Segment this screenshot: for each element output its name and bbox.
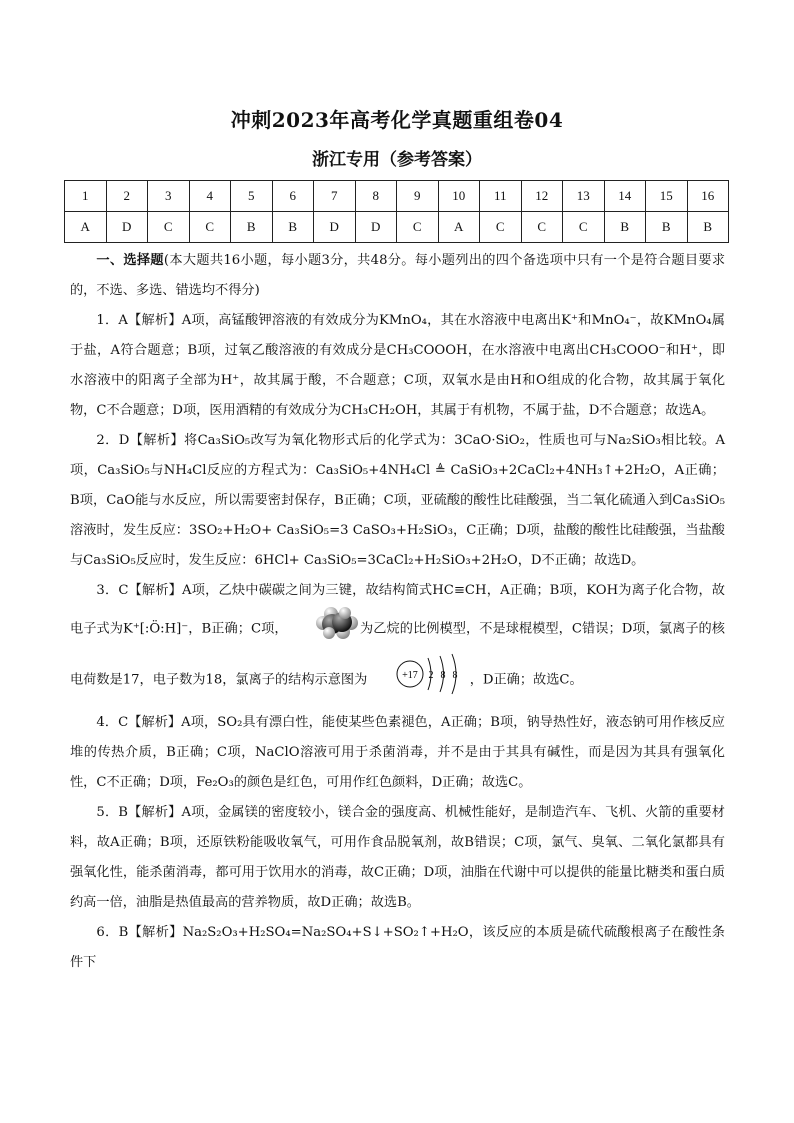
answer-cell: B [604,212,646,243]
question-number-cell: 7 [314,181,356,212]
answer-cell: B [646,212,688,243]
question-number-cell: 15 [646,181,688,212]
explanation-q2 [70,426,725,576]
answer-cell: D [106,212,148,243]
question-number-cell: 12 [521,181,563,212]
shell-electrons: 8 [452,670,458,681]
q4-lead: 4．C【解析】 [96,715,182,730]
answer-cell: A [65,212,107,243]
answer-cell: A [438,212,480,243]
answer-cell: B [687,212,729,243]
question-number-cell: 5 [231,181,273,212]
answer-cell: C [563,212,605,243]
q2-lead: 2．D【解析】 [96,433,185,448]
page-title: 冲刺2023年高考化学真题重组卷04 [230,108,564,132]
explanation-q6 [70,918,725,978]
section-heading: 一、选择题 [96,253,164,268]
explanation-q5 [70,798,725,918]
answer-table [64,180,729,243]
q1-lead: 1．A【解析】 [96,313,182,328]
question-number-cell: 14 [604,181,646,212]
q1-text: A项，高锰酸钾溶液的有效成分为KMnO₄，其在水溶液中电离出K⁺和MnO₄⁻，故KMnO₄属于盐，A符合题意；B项，过氧乙酸溶液的有效成分是CH₃COOOH，在水溶液中电离出CH₃COOO⁻和H⁺，即水溶液中的阳离子全部为H⁺，故其属于酸，不合题意；C项，双氧水是由H和O组成的化合物，故其属于氧化物，C不合题意；D项，医用酒精的有效成分为CH₃CH₂OH，其属于有机物，不属于盐，D不合题意；故选A。 [70,313,726,418]
question-number-cell: 11 [480,181,522,212]
section-intro [70,246,725,306]
explanation-q1 [70,306,725,426]
answer-table-answer-row [65,212,729,243]
question-number-cell: 16 [687,181,729,212]
q6-lead: 6．B【解析】 [96,925,183,940]
question-number-cell: 6 [272,181,314,212]
q2-text: 将Ca₃SiO₅改写为氧化物形式后的化学式为：3CaO·SiO₂，性质也可与Na₂SiO₃相比较。A项，Ca₃SiO₅与NH₄Cl反应的方程式为：Ca₃SiO₅+4NH₄Cl ≜ CaSiO₃+2CaCl₂+4NH₃↑+2H₂O，A正确；B项，CaO能与水反应，所以需要密封保存，B正确；C项，亚硫酸的酸性比硅酸强，当二氧化硫通入到Ca₃SiO₅溶液时，发生反应：3SO₂+H₂O+ Ca₃SiO₅=3 CaSO₃+H₂SiO₃，C正确；D项，盐酸的酸性比硅酸强，当盐酸与Ca₃SiO₅反应时，发生反应：6HCl+ Ca₃SiO₅=3CaCl₂+H₂SiO₃+2H₂O，D不正确；故选D。 [70,433,725,568]
chloride-ion-diagram [367,652,469,708]
answer-cell: C [148,212,190,243]
q6-text: Na₂S₂O₃+H₂SO₄=Na₂SO₄+S↓+SO₂↑+H₂O，该反应的本质是硫代硫酸根离子在酸性条件下 [70,925,725,970]
answer-cell: C [521,212,563,243]
q3-lead: 3．C【解析】 [96,583,183,598]
question-number-cell: 10 [438,181,480,212]
page-subtitle: 浙江专用（参考答案） [312,150,482,170]
shell-electrons: 8 [440,670,446,681]
answer-cell: D [314,212,356,243]
q5-text: A项，金属镁的密度较小，镁合金的强度高、机械性能好，是制造汽车、飞机、火箭的重要材料，故A正确；B项，还原铁粉能吸收氧气，可用作食品脱氧剂，故B错误；C项，氯气、臭氧、二氧化氯都具有强氧化性，能杀菌消毒，都可用于饮用水的消毒，故C正确；D项，油脂在代谢中可以提供的能量比糖类和蛋白质约高一倍，油脂是热值最高的营养物质，故D正确；故选B。 [70,805,725,910]
ethane-space-filling-model-icon [288,606,360,652]
answer-cell: D [355,212,397,243]
answer-cell: B [272,212,314,243]
q5-lead: 5．B【解析】 [96,805,182,820]
q4-text: A项，SO₂具有漂白性，能使某些色素褪色，A正确；B项，钠导热性好，液态钠可用作核反应堆的传热介质，B正确；C项，NaClO溶液可用于杀菌消毒，并不是由于其具有碱性，而是因为其具有强氧化性，C不正确；D项，Fe₂O₃的颜色是红色，可用作红色颜料，D正确；故选C。 [70,715,725,790]
nucleus-charge: +17 [401,670,418,681]
question-number-cell: 3 [148,181,190,212]
question-number-cell: 1 [65,181,107,212]
answer-cell: C [480,212,522,243]
q3-text-b: 为乙烷的比例模型，不是球棍模型，C错误；D项，氯离子的核电荷数是17，电子数为18，氯离子的结构示意图为 [70,621,725,688]
explanation-q3 [70,576,725,708]
q3-text-c: ，D正确；故选C。 [469,672,583,688]
question-number-cell: 9 [397,181,439,212]
question-number-cell: 2 [106,181,148,212]
q3-text-a: A项，乙炔中碳碳之间为三键，故结构简式HC≡CH，A正确；B项，KOH为离子化合物，故电子式为K⁺[:Ö:H]⁻，B正确；C项， [70,583,725,637]
answer-table-number-row [65,181,729,212]
answer-cell: B [231,212,273,243]
explanations [70,246,725,978]
question-number-cell: 13 [563,181,605,212]
section-intro-text: (本大题共16小题，每小题3分，共48分。每小题列出的四个备选项中只有一个是符合题目要求的，不选、多选、错选均不得分) [70,253,726,298]
answer-cell: C [189,212,231,243]
shell-electrons: 2 [428,670,434,681]
answer-cell: C [397,212,439,243]
question-number-cell: 8 [355,181,397,212]
explanation-q4 [70,708,725,798]
question-number-cell: 4 [189,181,231,212]
